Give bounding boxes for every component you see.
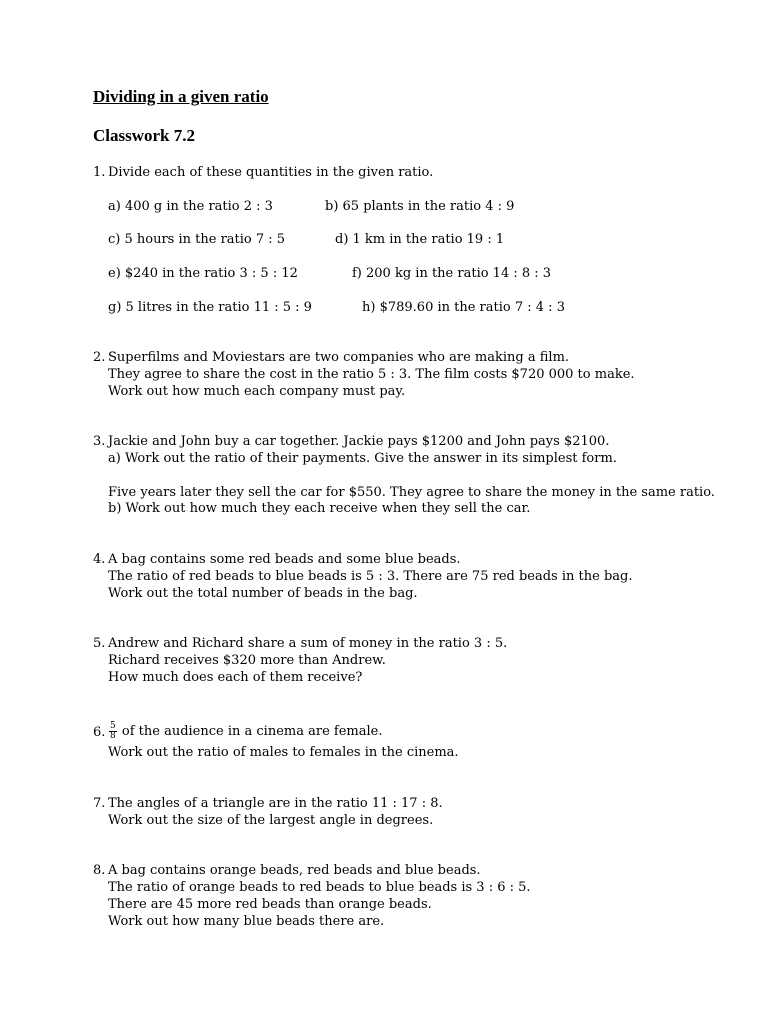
question-1-part-f: f) 200 kg in the ratio 14 : 8 : 3 [352, 266, 552, 281]
question-7-line-1: The angles of a triangle are in the ratio 11 : 17 : 8. [108, 796, 443, 811]
question-1-part-c: c) 5 hours in the ratio 7 : 5 [108, 232, 286, 247]
question-1-part-a: a) 400 g in the ratio 2 : 3 [108, 199, 273, 214]
question-1-part-g: g) 5 litres in the ratio 11 : 5 : 9 [108, 300, 312, 315]
question-4-line-1: A bag contains some red beads and some blue beads. [108, 552, 461, 567]
question-4-number: 4. [93, 552, 106, 567]
question-1-part-b: b) 65 plants in the ratio 4 : 9 [325, 199, 515, 214]
question-1-part-d: d) 1 km in the ratio 19 : 1 [335, 232, 505, 247]
question-5-line-1: Andrew and Richard share a sum of money in the ratio 3 : 5. [108, 636, 508, 651]
page-subtitle: Classwork 7.2 [93, 126, 196, 145]
question-2-number: 2. [93, 350, 106, 365]
question-7-line-2: Work out the size of the largest angle in degrees. [108, 813, 434, 828]
question-2-line-2: They agree to share the cost in the ratio 5 : 3. The film costs $720 000 to make. [108, 367, 635, 382]
question-4-line-3: Work out the total number of beads in the bag. [108, 586, 418, 601]
question-8-number: 8. [93, 863, 106, 878]
question-4-line-2: The ratio of red beads to blue beads is 5 : 3. There are 75 red beads in the bag. [108, 569, 633, 584]
question-3-line-3: Five years later they sell the car for $550. They agree to share the money in the same ratio. [108, 485, 715, 500]
question-1-part-h: h) $789.60 in the ratio 7 : 4 : 3 [362, 300, 565, 315]
question-5-line-2: Richard receives $320 more than Andrew. [108, 653, 386, 668]
question-2-line-3: Work out how much each company must pay. [108, 384, 406, 399]
question-2-line-1: Superfilms and Moviestars are two companies who are making a film. [108, 350, 570, 365]
fraction-denominator: 8 [110, 731, 116, 741]
question-8-line-1: A bag contains orange beads, red beads and blue beads. [108, 863, 481, 878]
question-1-part-e: e) $240 in the ratio 3 : 5 : 12 [108, 266, 298, 281]
fraction-five-eighths [109, 722, 117, 741]
question-3-line-1: Jackie and John buy a car together. Jackie pays $1200 and John pays $2100. [108, 434, 610, 449]
question-5-line-3: How much does each of them receive? [108, 670, 363, 685]
page-title: Dividing in a given ratio [93, 87, 269, 106]
question-3-number: 3. [93, 434, 106, 449]
question-7-number: 7. [93, 796, 106, 811]
question-3-part-a: a) Work out the ratio of their payments. Give the answer in its simplest form. [108, 451, 617, 466]
question-3-part-b: b) Work out how much they each receive when they sell the car. [108, 501, 531, 516]
fraction-numerator: 5 [110, 721, 116, 731]
question-6-number: 6. [93, 725, 106, 740]
question-6-line-1-text: of the audience in a cinema are female. [121, 724, 383, 739]
question-8-line-4: Work out how many blue beads there are. [108, 914, 385, 929]
question-8-line-3: There are 45 more red beads than orange beads. [108, 897, 432, 912]
question-6-line-2: Work out the ratio of males to females in the cinema. [108, 745, 459, 760]
question-8-line-2: The ratio of orange beads to red beads to blue beads is 3 : 6 : 5. [108, 880, 531, 895]
question-5-number: 5. [93, 636, 106, 651]
question-1-text: Divide each of these quantities in the given ratio. [108, 165, 434, 180]
question-6-line-1 [108, 718, 382, 746]
question-1-number: 1. [93, 165, 106, 180]
